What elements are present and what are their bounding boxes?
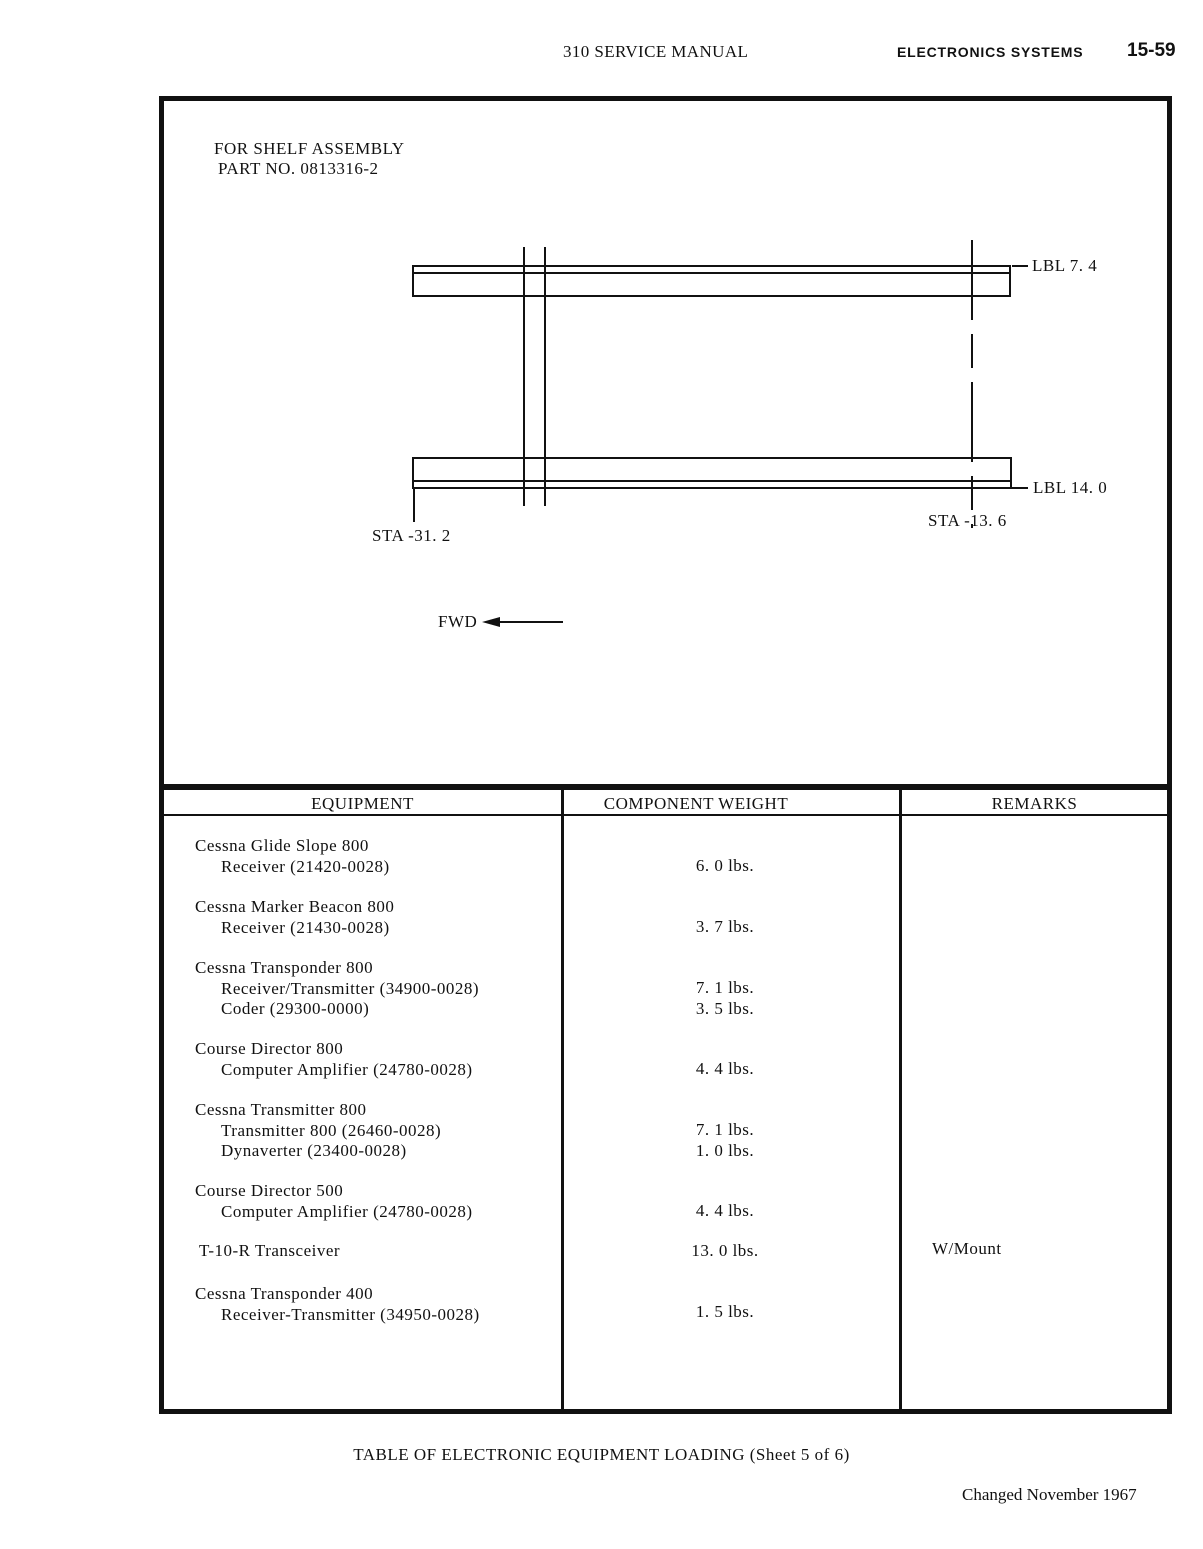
equipment-name: Cessna Marker Beacon 800 <box>195 897 395 916</box>
weight-value: 4. 4 lbs. <box>695 1201 755 1220</box>
table-row <box>195 1100 555 1162</box>
weight-cell <box>565 1201 885 1222</box>
weight-value: 1. 5 lbs. <box>695 1302 755 1321</box>
equipment-name: Cessna Transponder 400 <box>195 1284 374 1303</box>
equipment-name: Cessna Transponder 800 <box>195 958 374 977</box>
weight-value: 3. 7 lbs. <box>695 917 755 936</box>
equipment-part: Receiver/Transmitter (34900-0028) <box>221 978 480 998</box>
upper-rail <box>413 266 1010 296</box>
table-caption: TABLE OF ELECTRONIC EQUIPMENT LOADING (Sheet 5 of 6) <box>353 1445 850 1464</box>
equipment-name: Course Director 800 <box>195 1039 344 1058</box>
weight-cell <box>565 917 885 938</box>
equipment-part: Dynaverter (23400-0028) <box>221 1141 407 1160</box>
diagram-title-line2: PART NO. 0813316-2 <box>218 159 379 178</box>
table-row <box>195 897 555 938</box>
section-title: ELECTRONICS SYSTEMS <box>897 44 1084 60</box>
equipment-part: Computer Amplifier (24780-0028) <box>221 1059 473 1079</box>
fwd-arrow-head <box>482 617 500 627</box>
equipment-name: Course Director 500 <box>195 1181 344 1200</box>
lbl-lower: LBL 14. 0 <box>1033 478 1108 497</box>
table-row <box>195 1181 555 1222</box>
weight-value: 6. 0 lbs. <box>695 856 755 875</box>
table-row <box>195 1284 555 1325</box>
equipment-part: Coder (29300-0000) <box>221 999 370 1018</box>
lower-rail <box>413 458 1011 488</box>
sta-right: STA -13. 6 <box>928 511 1007 530</box>
equipment-name: Cessna Transmitter 800 <box>195 1100 367 1119</box>
lbl-upper: LBL 7. 4 <box>1032 256 1098 275</box>
header-remarks: REMARKS <box>991 794 1078 813</box>
sta-left: STA -31. 2 <box>372 526 451 545</box>
equipment-part: Computer Amplifier (24780-0028) <box>221 1201 473 1221</box>
manual-title: 310 SERVICE MANUAL <box>563 42 749 61</box>
equipment-part: Receiver (21420-0028) <box>221 856 390 876</box>
table-row <box>195 958 555 1020</box>
weight-value: 1. 0 lbs. <box>695 1140 755 1160</box>
equipment-part: Receiver-Transmitter (34950-0028) <box>221 1304 480 1324</box>
weight-cell <box>565 1059 885 1080</box>
equipment-part: Receiver (21430-0028) <box>221 917 390 937</box>
revision-note: Changed November 1967 <box>962 1485 1137 1504</box>
column-divider-2 <box>899 788 902 1414</box>
table-row <box>195 836 555 877</box>
equipment-part: Transmitter 800 (26460-0028) <box>221 1120 442 1140</box>
fwd-label: FWD <box>438 612 478 631</box>
column-divider-1 <box>561 788 564 1414</box>
weight-value: 4. 4 lbs. <box>695 1059 755 1078</box>
weight-value: 13. 0 lbs. <box>691 1241 759 1260</box>
table-row <box>199 1241 559 1262</box>
weight-value: 7. 1 lbs. <box>695 978 755 997</box>
weight-cell <box>565 1241 885 1262</box>
weight-value: 3. 5 lbs. <box>695 998 755 1018</box>
weight-value: 7. 1 lbs. <box>695 1120 755 1139</box>
equipment-name: T-10-R Transceiver <box>199 1241 341 1260</box>
header-weight: COMPONENT WEIGHT <box>603 794 789 813</box>
weight-cell <box>565 978 885 1019</box>
header-equipment: EQUIPMENT <box>311 794 414 813</box>
diagram-title-line1: FOR SHELF ASSEMBLY <box>214 139 405 158</box>
weight-cell <box>565 1302 885 1323</box>
remarks-cell <box>932 1239 1152 1260</box>
weight-cell <box>565 1120 885 1161</box>
equipment-name: Cessna Glide Slope 800 <box>195 836 369 855</box>
table-row <box>195 1039 555 1080</box>
weight-cell <box>565 856 885 877</box>
page-number: 15-59 <box>1127 40 1176 61</box>
remarks-value: W/Mount <box>932 1239 1002 1258</box>
